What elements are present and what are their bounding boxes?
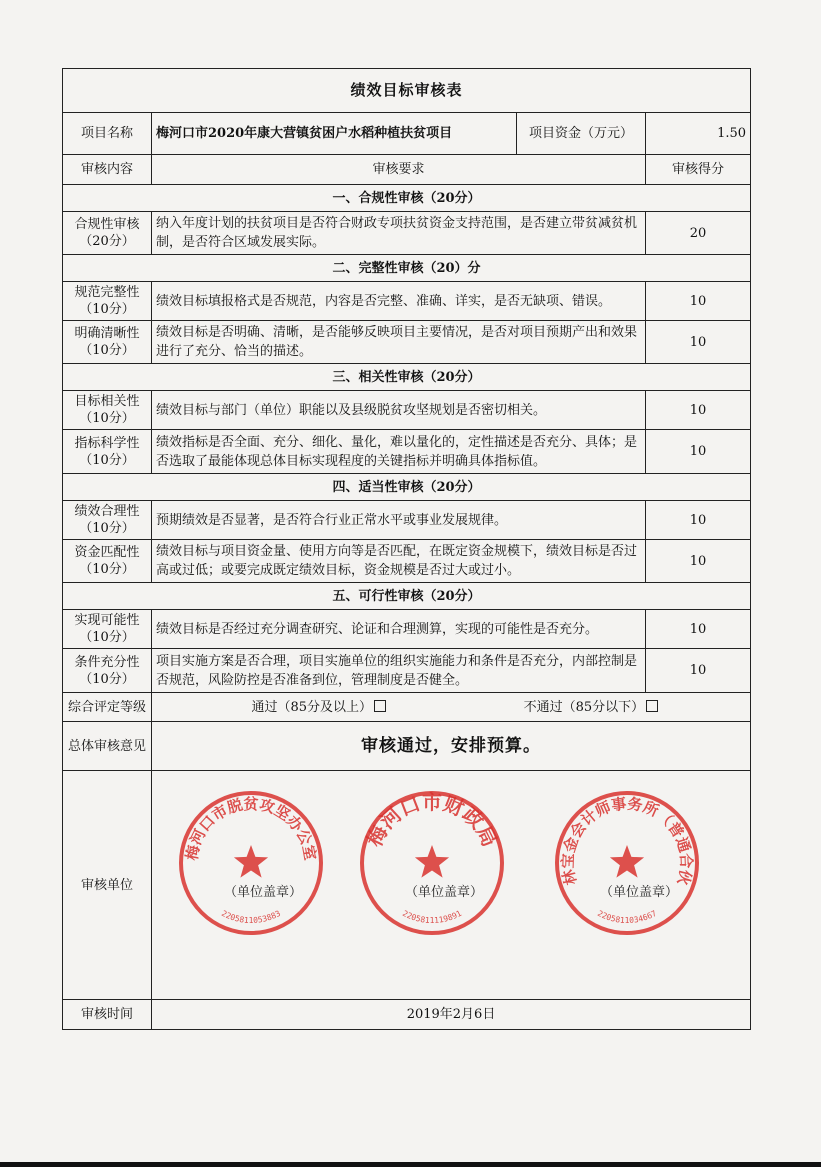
- criteria-item-points: （10分）: [79, 671, 135, 687]
- criteria-requirement: 绩效指标是否全面、充分、细化、量化，难以量化的，定性描述是否充分、具体；是否选取了最能体现总体目标实现程度的关键指标并明确具体指标值。: [152, 430, 646, 474]
- criteria-row: [63, 430, 751, 474]
- criteria-requirement: 预期绩效是否显著，是否符合行业正常水平或事业发展规律。: [152, 501, 646, 540]
- criteria-item-name: 指标科学性: [74, 435, 140, 451]
- criteria-item: [63, 540, 152, 583]
- criteria-score: 20: [646, 212, 751, 255]
- rating-pass-checkbox[interactable]: [374, 700, 386, 712]
- project-name-label: 项目名称: [63, 113, 152, 155]
- project-fund-value: 1.50: [646, 113, 751, 155]
- criteria-item: [63, 321, 152, 364]
- seal-note: （单位盖章）: [405, 885, 484, 900]
- svg-text:梅河口市脱贫攻坚办公室: 梅河口市脱贫攻坚办公室: [182, 795, 320, 862]
- criteria-item-name: 实现可能性: [74, 613, 140, 628]
- section-title: 四、适当性审核（20分）: [63, 474, 751, 501]
- criteria-row: [63, 610, 751, 649]
- section-title: 三、相关性审核（20分）: [63, 364, 751, 391]
- criteria-row: [63, 212, 751, 255]
- criteria-score: 10: [646, 540, 751, 583]
- criteria-item: [63, 391, 152, 430]
- criteria-item-name: 绩效合理性: [74, 504, 140, 519]
- rating-fail-checkbox[interactable]: [646, 700, 658, 712]
- rating-label: 综合评定等级: [63, 693, 152, 722]
- criteria-item-points: （10分）: [79, 562, 135, 577]
- date-label: 审核时间: [63, 1000, 152, 1030]
- official-seal: [552, 785, 702, 945]
- criteria-item-name: 规范完整性: [74, 285, 140, 300]
- header-score: 审核得分: [646, 155, 751, 185]
- units-label: 审核单位: [63, 771, 152, 1000]
- criteria-row: [63, 282, 751, 321]
- criteria-requirement: 绩效目标填报格式是否规范，内容是否完整、准确、详实，是否无缺项、错误。: [152, 282, 646, 321]
- performance-review-table: [62, 68, 751, 1030]
- star-icon: [610, 845, 644, 878]
- project-fund-label: 项目资金（万元）: [517, 113, 646, 155]
- criteria-item-name: 资金匹配性: [74, 545, 140, 560]
- rating-options: [152, 693, 751, 722]
- rating-pass-label: 通过（85分及以上）: [251, 699, 372, 715]
- date-value: 2019年2月6日: [152, 1000, 751, 1030]
- seal-graphic: [176, 785, 326, 945]
- criteria-score: 10: [646, 282, 751, 321]
- header-content: 审核内容: [63, 155, 152, 185]
- criteria-item: [63, 501, 152, 540]
- criteria-score: 10: [646, 321, 751, 364]
- svg-text:吉林宝金会计师事务所（普通合伙）: 林宝金会计师事务所（普通合伙: [558, 794, 696, 887]
- criteria-item: [63, 610, 152, 649]
- criteria-score: 10: [646, 610, 751, 649]
- section-title: 五、可行性审核（20分）: [63, 583, 751, 610]
- criteria-requirement: 绩效目标是否经过充分调查研究、论证和合理测算，实现的可能性是否充分。: [152, 610, 646, 649]
- svg-text:2205811053883: 2205811053883: [219, 908, 283, 925]
- svg-text:2205811034667: 2205811034667: [595, 908, 659, 925]
- section-title: 一、合规性审核（20分）: [63, 185, 751, 212]
- criteria-item-points: （10分）: [79, 521, 135, 536]
- criteria-item-points: （20分）: [79, 234, 135, 249]
- rating-fail-label: 不通过（85分以下）: [523, 699, 645, 715]
- criteria-row: [63, 501, 751, 540]
- opinion-label: 总体审核意见: [63, 722, 152, 771]
- svg-text:2205811119891: 2205811119891: [400, 908, 464, 925]
- criteria-requirement: 绩效目标与项目资金量、使用方向等是否匹配，在既定资金规模下，绩效目标是否过高或过低；或要完成既定绩效目标，资金规模是否过大或过小。: [152, 540, 646, 583]
- criteria-item-name: 明确清晰性: [74, 326, 140, 341]
- seal-note: （单位盖章）: [224, 885, 303, 900]
- criteria-row: [63, 321, 751, 364]
- seal-graphic: [357, 785, 507, 945]
- criteria-requirement: 纳入年度计划的扶贫项目是否符合财政专项扶贫资金支持范围，是否建立带贫减贫机制，是否符合区域发展实际。: [152, 212, 646, 255]
- star-icon: [234, 845, 268, 878]
- criteria-score: 10: [646, 391, 751, 430]
- units-stamps: [152, 771, 751, 1000]
- scan-edge: [0, 1162, 821, 1167]
- criteria-requirement: 绩效目标与部门（单位）职能以及县级脱贫攻坚规划是否密切相关。: [152, 391, 646, 430]
- criteria-score: 10: [646, 501, 751, 540]
- form-title: 绩效目标审核表: [63, 69, 751, 113]
- project-name-value: 梅河口市2020年康大营镇贫困户水稻种植扶贫项目: [152, 113, 517, 155]
- opinion-value: 审核通过，安排预算。: [152, 722, 751, 771]
- official-seal: [176, 785, 326, 945]
- criteria-item-name: 条件充分性: [74, 654, 140, 670]
- criteria-item: [63, 212, 152, 255]
- criteria-item: [63, 649, 152, 693]
- criteria-row: [63, 540, 751, 583]
- criteria-item: [63, 282, 152, 321]
- star-icon: [415, 845, 449, 878]
- criteria-item: [63, 430, 152, 474]
- official-seal: [357, 785, 507, 945]
- criteria-score: 10: [646, 430, 751, 474]
- criteria-item-points: （10分）: [79, 452, 135, 468]
- criteria-row: [63, 649, 751, 693]
- criteria-item-points: （10分）: [79, 630, 135, 645]
- criteria-requirement: 项目实施方案是否合理，项目实施单位的组织实施能力和条件是否充分，内部控制是否规范，风险防控是否准备到位，管理制度是否健全。: [152, 649, 646, 693]
- criteria-item-points: （10分）: [79, 302, 135, 317]
- criteria-score: 10: [646, 649, 751, 693]
- criteria-item-name: 合规性审核: [74, 217, 140, 232]
- criteria-item-points: （10分）: [79, 411, 135, 426]
- seal-note: （单位盖章）: [600, 885, 679, 900]
- criteria-requirement: 绩效目标是否明确、清晰，是否能够反映项目主要情况，是否对项目预期产出和效果进行了充分、恰当的描述。: [152, 321, 646, 364]
- criteria-row: [63, 391, 751, 430]
- criteria-item-name: 目标相关性: [74, 394, 140, 409]
- section-title: 二、完整性审核（20）分: [63, 255, 751, 282]
- criteria-item-points: （10分）: [79, 343, 135, 358]
- seal-graphic: [552, 785, 702, 945]
- svg-text:梅河口市财政局: 梅河口市财政局: [362, 790, 502, 851]
- header-requirement: 审核要求: [152, 155, 646, 185]
